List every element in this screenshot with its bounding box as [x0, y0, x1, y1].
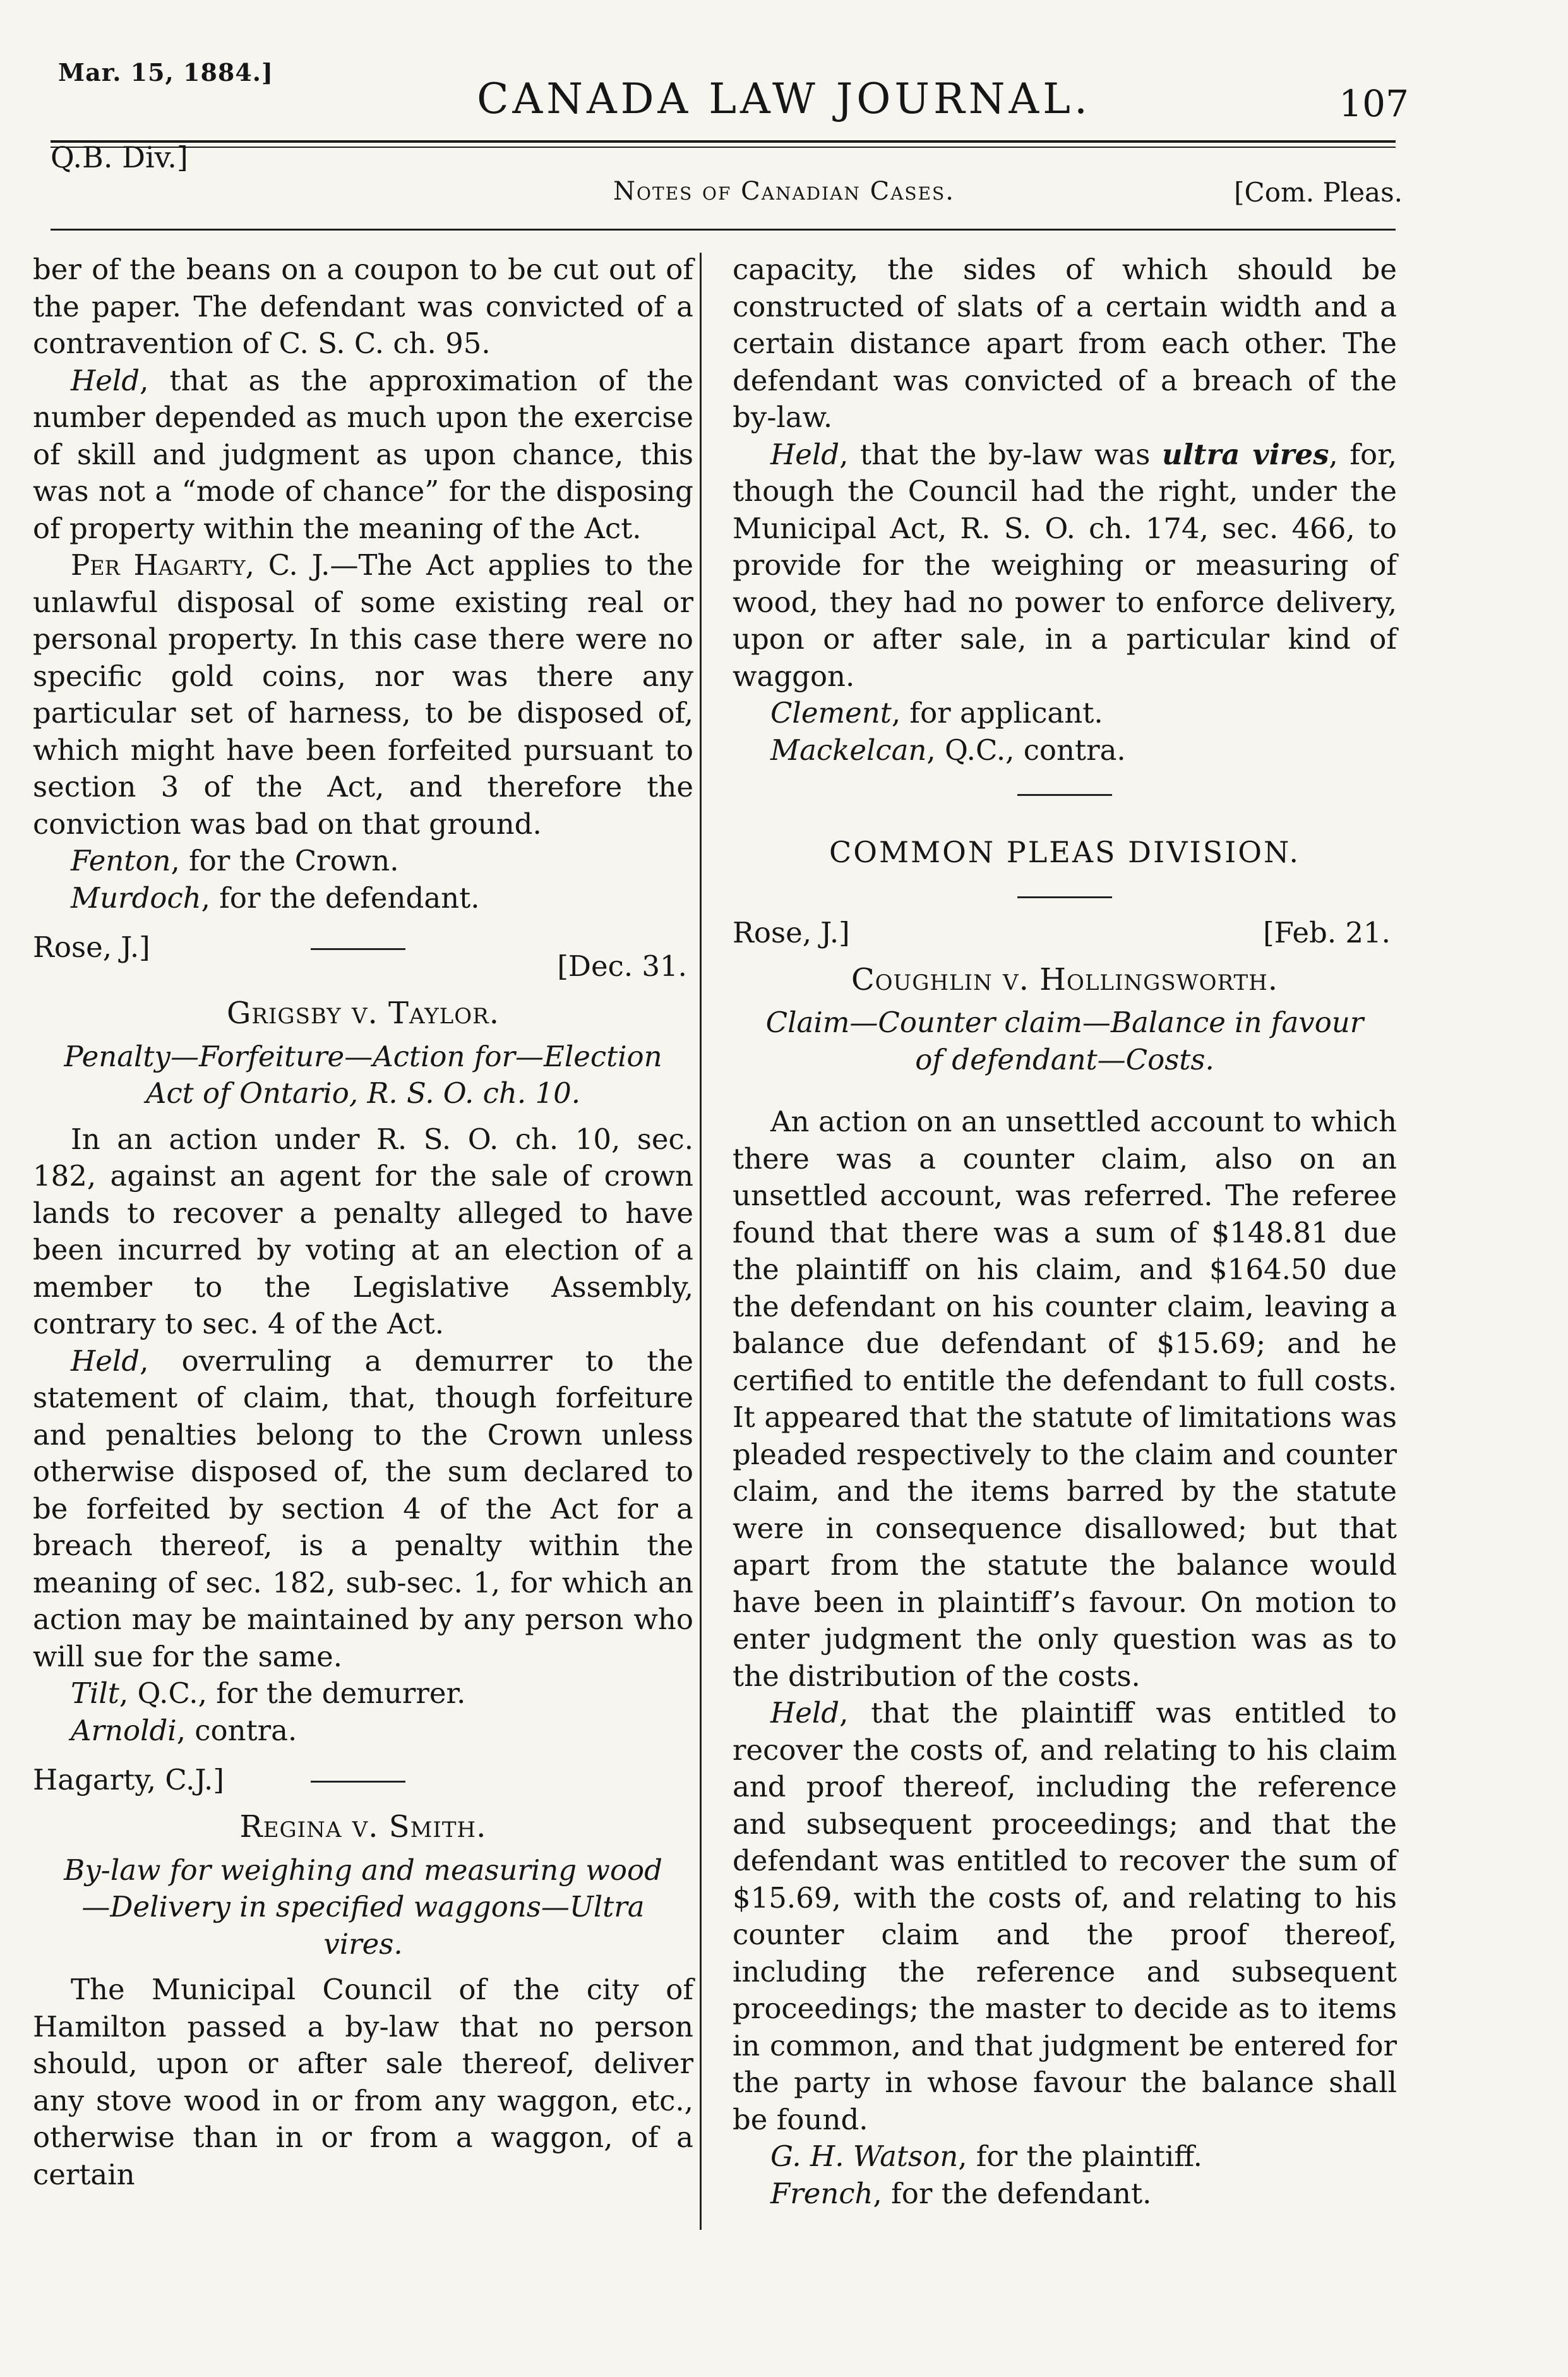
- separator-line: [311, 1781, 405, 1783]
- case-paragraph: In an action under R. S. O. ch. 10, sec. 182, against an agent for the sale of crown lands to recover a penalty alleged to have been incurred by voting at an election of a member to the Legislative Assembly, contrary to sec. 4 of the Act.: [33, 1122, 693, 1340]
- division-title: COMMON PLEAS DIVISION.: [829, 835, 1300, 869]
- counsel-line: [733, 732, 1397, 769]
- held-paragraph: [33, 1343, 693, 1676]
- right-column: [733, 251, 1397, 2212]
- counsel-name: Murdoch: [71, 881, 201, 915]
- case-paragraph: An action on an unsettled account to which there was a counter claim, also on an unsettled account, was referred. The referee found that there was a sum of $148.81 due the plaintiff on his claim, and $164.50 due the defendant on his counter claim, leaving a balance due defendant of $15.69; and he certified to entitle the defendant to full costs. It appeared that the statute of limitations was pleaded respectively to the claim and counter claim, and the items barred by the statute were in consequence disallowed; but that apart from the statute the balance would have been in plaintiff’s favour. On motion to enter judgment the only question was as to the distribution of the costs.: [733, 1105, 1397, 1693]
- separator-line: [1017, 794, 1112, 796]
- case-judge-row: [33, 929, 693, 986]
- case-date: [Feb. 21.: [1263, 915, 1391, 949]
- counsel-line: [33, 843, 693, 880]
- case-date: [Dec. 31.: [557, 949, 687, 983]
- case-title: Coughlin v. Hollingsworth.: [851, 961, 1279, 997]
- section-left-label: Q.B. Div.]: [51, 140, 188, 174]
- counsel-line: [33, 880, 693, 917]
- judge-name: Rose, J.]: [33, 930, 150, 964]
- column-divider: [700, 253, 702, 2230]
- counsel-name: Clement: [770, 696, 892, 730]
- counsel-role: , contra.: [176, 1713, 297, 1747]
- held-label: Held: [71, 363, 140, 397]
- judge-name: Hagarty, C.J.]: [33, 1763, 224, 1796]
- section-right-label: [Com. Pleas.: [1234, 177, 1403, 208]
- counsel-name: Mackelcan: [770, 733, 927, 767]
- continued-paragraph: ber of the beans on a coupon to be cut out of the paper. The defendant was convicted of a contravention of C. S. C. ch. 95.: [33, 253, 693, 360]
- continued-paragraph: capacity, the sides of which should be constructed of slats of a certain width and a certain distance apart from each other. The defendant was convicted of a breach of the by-law.: [733, 253, 1397, 434]
- held-text: , for, though the Council had the right, under the Municipal Act, R. S. O. ch. 174, sec. 466, to provide for the weighing or measuring of wood, they had no power to enforce delivery, upon or after sale, in a particular kind of waggon.: [733, 437, 1397, 693]
- case-headnote: By-law for weighing and measuring wood—Delivery in specified waggons—Ultra vires.: [64, 1853, 662, 1961]
- per-curiam-paragraph: [33, 547, 693, 843]
- counsel-role: , for the Crown.: [171, 844, 399, 877]
- held-paragraph: [733, 436, 1397, 695]
- counsel-role: , for the defendant.: [873, 2176, 1152, 2210]
- subheader-rule: [51, 229, 1396, 231]
- left-column: [33, 251, 693, 2193]
- held-paragraph: [33, 363, 693, 548]
- case-judge-row: [733, 915, 1397, 953]
- separator-line: [311, 948, 405, 950]
- per-label: Per Hagarty, C. J.: [71, 548, 330, 582]
- case-headnote: Claim—Counter claim—Balance in favour of defendant—Costs.: [765, 1006, 1364, 1076]
- counsel-role: , Q.C., contra.: [926, 733, 1126, 767]
- held-text: , overruling a demurrer to the statement of claim, that, though forfeiture and penalties belong to the Crown unless otherwise disposed of, the sum declared to be forfeited by section 4 of the Act for a breach thereof, is a penalty within the meaning of sec. 182, sub-sec. 1, for which an action may be maintained by any person who will sue for the same.: [33, 1344, 693, 1673]
- case-title: Regina v. Smith.: [239, 1809, 487, 1844]
- held-text: , that as the approximation of the number depended as much upon the exercise of skill and judgment as upon chance, this was not a “mode of chance” for the disposing of property within the meaning of the Act.: [33, 363, 693, 545]
- header-rule-bottom: [51, 147, 1396, 148]
- counsel-role: , for the defendant.: [201, 881, 480, 915]
- counsel-line: [33, 1675, 693, 1712]
- held-label: Held: [770, 1696, 840, 1730]
- case-title: Grigsby v. Taylor.: [227, 996, 500, 1031]
- counsel-name: French: [770, 2176, 873, 2210]
- counsel-role: , for applicant.: [891, 696, 1103, 730]
- held-label: Held: [770, 437, 840, 471]
- counsel-line: [733, 695, 1397, 732]
- counsel-name: Fenton: [71, 844, 171, 877]
- page-number: 107: [1339, 82, 1409, 125]
- counsel-name: G. H. Watson: [770, 2139, 959, 2173]
- counsel-name: Arnoldi: [71, 1713, 177, 1747]
- counsel-line: [733, 2175, 1397, 2213]
- per-text: —The Act applies to the unlawful disposal of some existing real or personal property. In this case there were no specific gold coins, nor was there any particular set of harness, to be disposed of, which might have been forfeited pursuant to section 3 of the Act, and therefore the conviction was bad on that ground.: [33, 548, 693, 841]
- counsel-name: Tilt: [71, 1676, 119, 1710]
- held-label: Held: [71, 1344, 140, 1378]
- counsel-role: , Q.C., for the demurrer.: [119, 1676, 466, 1710]
- journal-title: CANADA LAW JOURNAL.: [477, 75, 1091, 123]
- header-rule-top: [51, 140, 1396, 143]
- counsel-line: [33, 1712, 693, 1750]
- held-paragraph: [733, 1695, 1397, 2138]
- issue-date: Mar. 15, 1884.]: [58, 58, 273, 87]
- ultra-vires-term: ultra vires: [1162, 437, 1329, 471]
- judge-name: Rose, J.]: [733, 915, 850, 949]
- section-heading: Notes of Canadian Cases.: [613, 177, 955, 206]
- held-text: , that the plaintiff was entitled to recover the costs of, and relating to his claim and proof thereof, including the reference and subsequent proceedings; and that the defendant was entitled to recover the sum of $15.69, with the costs of, and relating to his counter claim and the proof thereof, including the reference and subsequent proceedings; the master to decide as to items in common, and that judgment be entered for the party in whose favour the balance shall be found.: [733, 1696, 1397, 2136]
- case-headnote: Penalty—Forfeiture—Action for—Election Act of Ontario, R. S. O. ch. 10.: [64, 1039, 662, 1110]
- held-text: , that the by-law was: [839, 437, 1162, 471]
- case-paragraph: The Municipal Council of the city of Hamilton passed a by-law that no person should, upon or after sale thereof, deliver any stove wood in or from any waggon, etc., otherwise than in or from a waggon, of a certain: [33, 1973, 693, 2191]
- counsel-line: [733, 2138, 1397, 2175]
- counsel-role: , for the plaintiff.: [958, 2139, 1202, 2173]
- case-judge-row: [33, 1762, 693, 1800]
- separator-line: [1017, 896, 1112, 898]
